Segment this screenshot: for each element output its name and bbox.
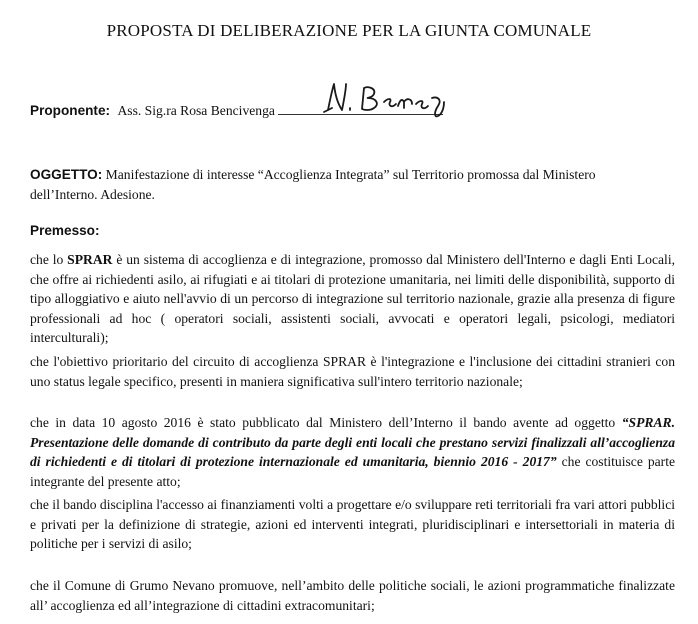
handwritten-signature bbox=[288, 80, 468, 120]
oggetto-line-2 bbox=[30, 185, 680, 204]
oggetto-text-2: dell’Interno. Adesione. bbox=[30, 187, 155, 202]
paragraph-disciplina: che il bando disciplina l'accesso ai finanziamenti volti a progettare e/o sviluppare reti territoriali fra vari attori pubblici e privati per la definizione di strategie, azioni ed interventi integrati, pluridisciplinari e intersettoriali in materia di politiche per i servizi di asilo; bbox=[30, 497, 675, 552]
proponente-line: Proponente: Ass. Sig.ra Rosa Bencivenga bbox=[30, 101, 680, 120]
paragraph-text: è un sistema di accoglienza e di integrazione, promosso dal Ministero dell'Interno e dagli Enti Locali, che offre ai richiedenti asilo, ai rifugiati e ai titolari di protezione umanitaria, nei limiti delle disponibilità, supporto di tipo alloggiativo e aiuto nell'avvio di un percorso di integrazione sul territorio nazionale, grazie alla presenza di figure professionali ad hoc ( operatori sociali, assistenti sociali, avvocati e operatori legali, psicologi, mediatori interculturali); bbox=[30, 252, 675, 346]
paragraph-bando bbox=[30, 413, 675, 491]
paragraph-text: che in data 10 agosto 2016 è stato pubblicato dal Ministero dell’Interno il bando avente ad oggetto bbox=[30, 415, 622, 430]
paragraph-obiettivo: che l'obiettivo prioritario del circuito di accoglienza SPRAR è l'integrazione e l'inclusione dei cittadini stranieri con uno status legale specifico, presenti in maniera significativa sull'intero territorio nazionale; bbox=[30, 354, 675, 389]
premesso-heading: Premesso: bbox=[30, 223, 100, 238]
proponente-label: Proponente bbox=[30, 103, 106, 118]
proponente-value: Ass. Sig.ra Rosa Bencivenga bbox=[117, 103, 275, 118]
paragraph-sprar-definition bbox=[30, 250, 675, 348]
paragraph-text: che costituisce parte integrante del presente atto; bbox=[30, 454, 676, 489]
oggetto-label: OGGETTO bbox=[30, 167, 98, 182]
oggetto-line-1: OGGETTO: Manifestazione di interesse “Accoglienza Integrata” sul Territorio promossa dal Ministero bbox=[30, 167, 596, 182]
document-title: PROPOSTA DI DELIBERAZIONE PER LA GIUNTA COMUNALE bbox=[106, 21, 592, 40]
oggetto-text-1: Manifestazione di interesse “Accoglienza Integrata” sul Territorio promossa dal Ministero bbox=[105, 167, 596, 182]
sprar-term: SPRAR bbox=[67, 252, 113, 267]
paragraph-text: che lo bbox=[30, 252, 68, 267]
paragraph-comune: che il Comune di Grumo Nevano promuove, nell’ambito delle politiche sociali, le azioni programmatiche finalizzate all’ accoglienza ed all’integrazione di cittadini extracomunitari; bbox=[30, 578, 675, 613]
bando-title: “SPRAR. Presentazione delle domande di contributo da parte degli enti locali che prestano servizi finalizzali all’accoglienza di richiedenti e di titolari di protezione internazionale ed umanitaria, biennio 2016 - 2017” bbox=[30, 415, 675, 470]
